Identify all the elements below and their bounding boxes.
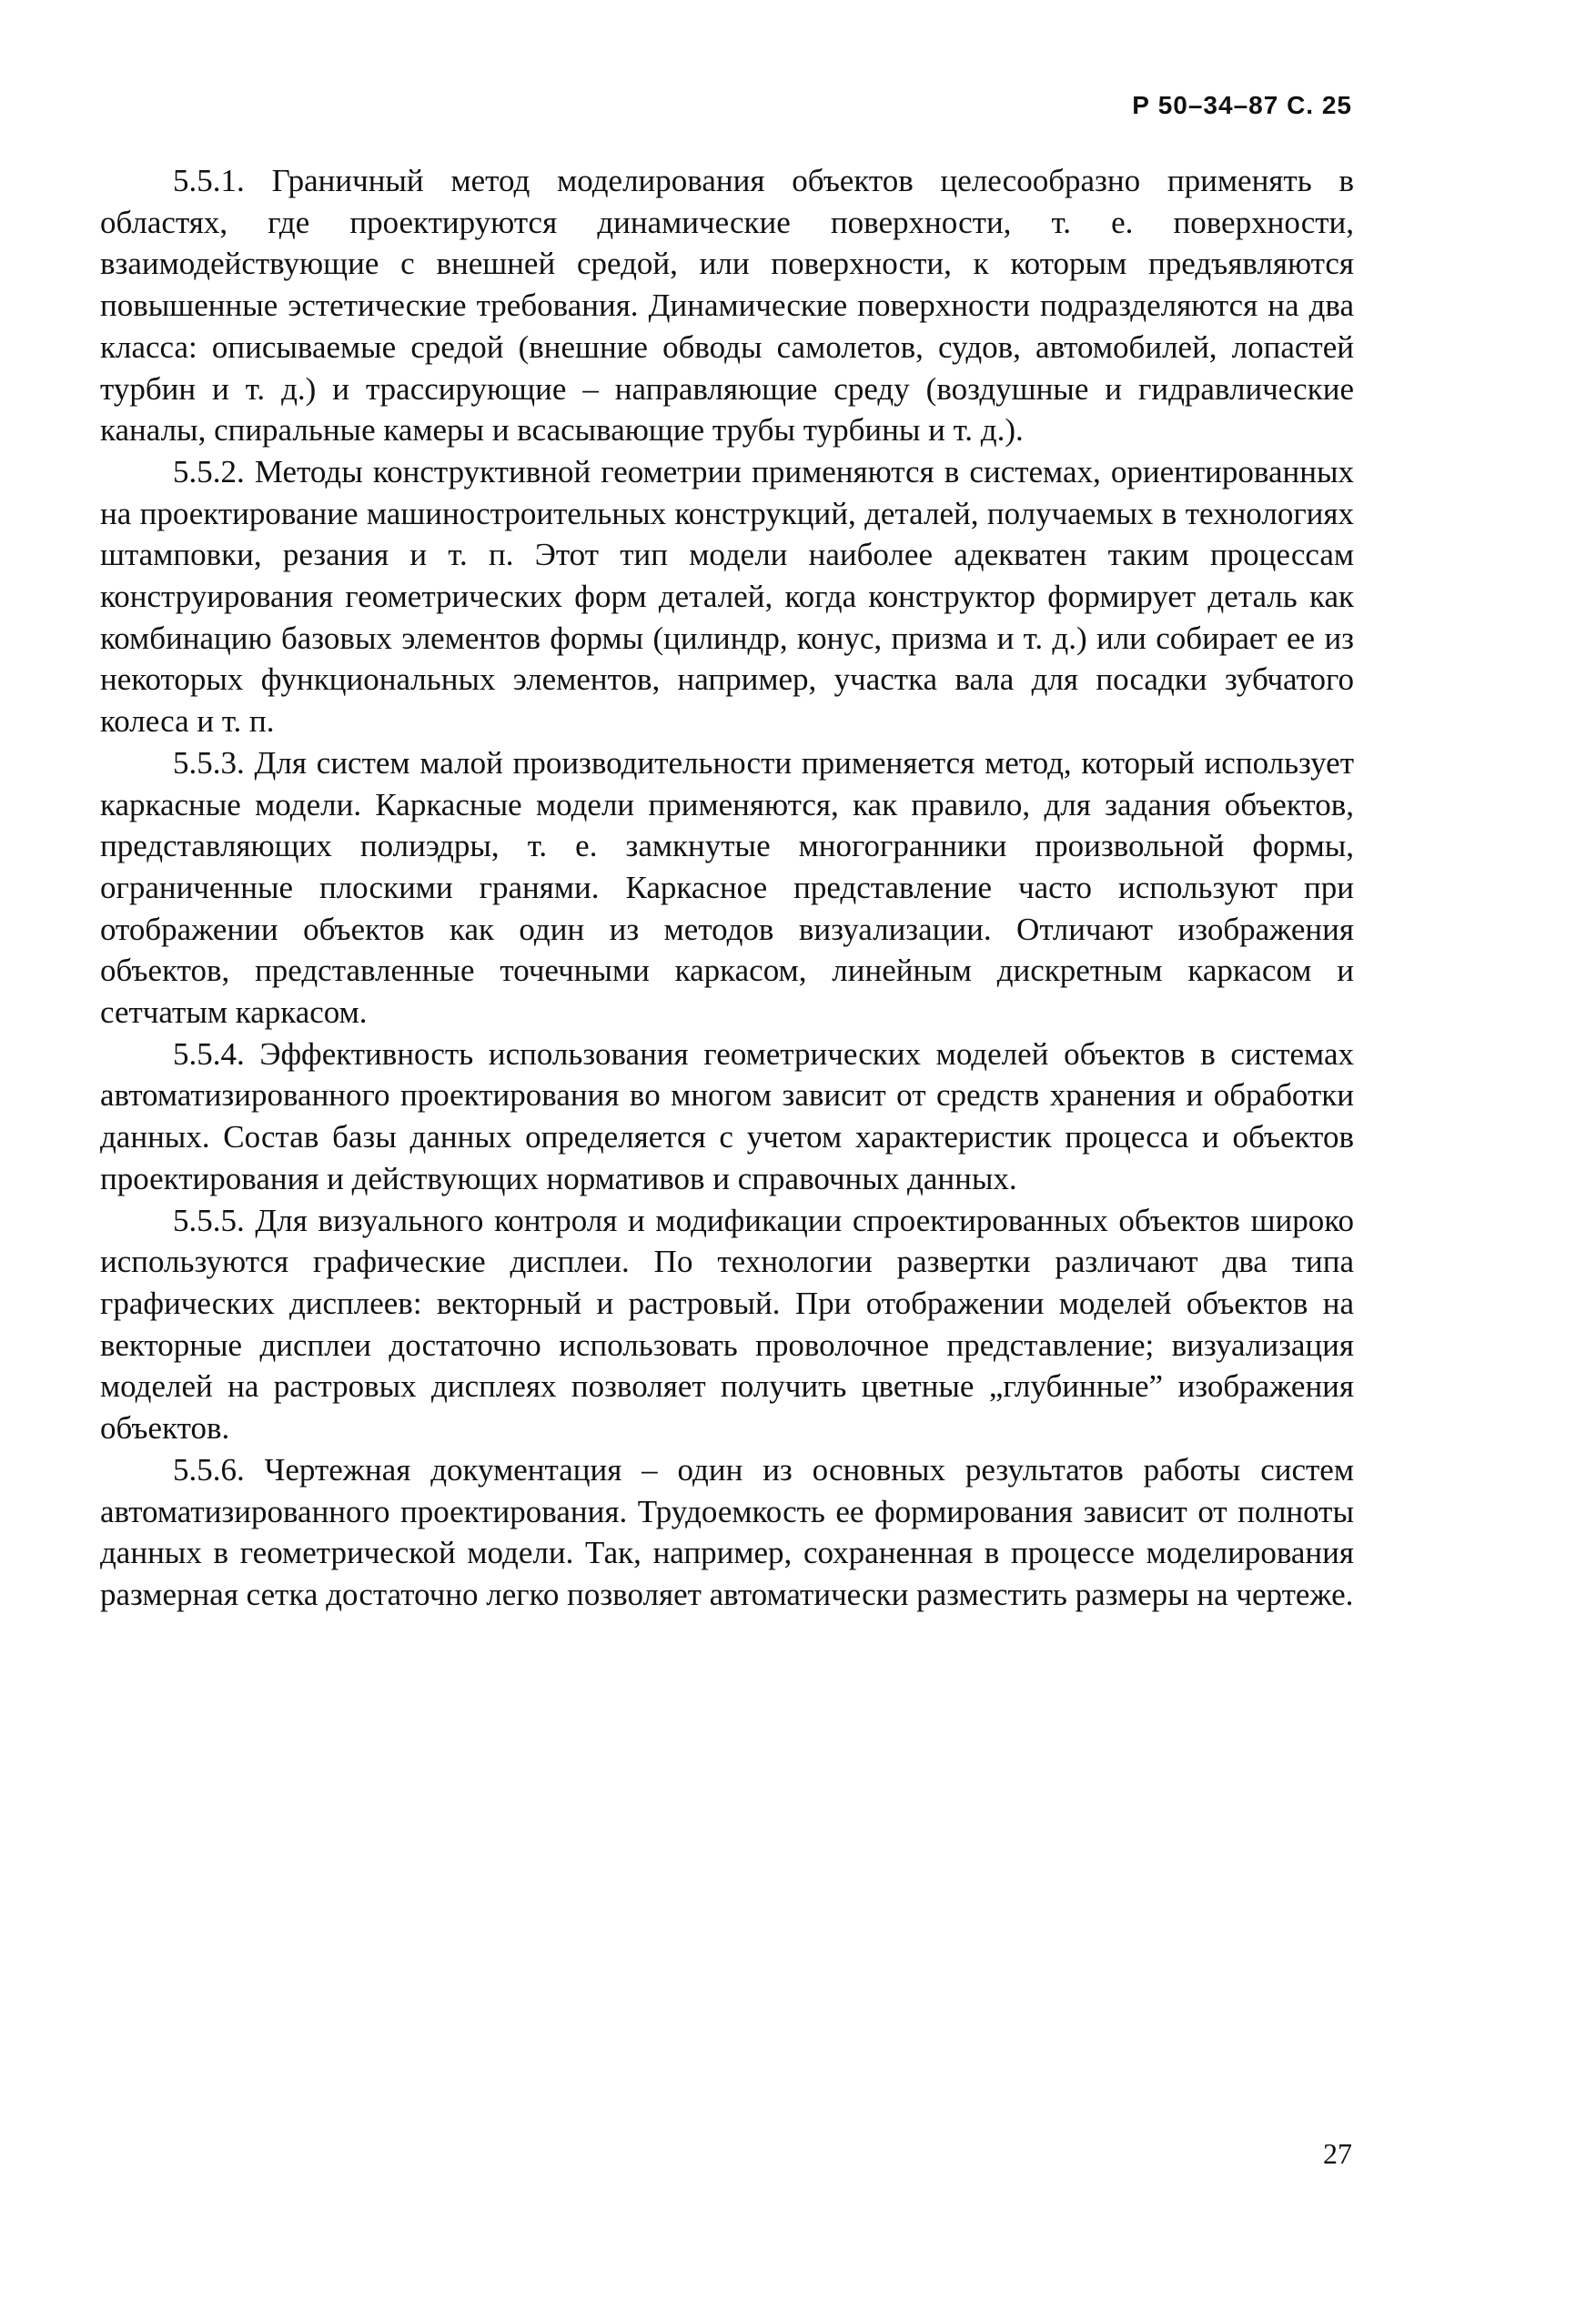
paragraph-5-5-2: 5.5.2. Методы конструктивной геометрии применяются в системах, ориентированных на проектирование машиностроительных конструкций, деталей, получаемых в технологиях штамповки, резания и т. п. Этот тип модели наиболее адекватен таким процессам конструирования геометрических форм деталей, когда конструктор формирует деталь как комбинацию базовых элементов формы (цилиндр, конус, призма и т. д.) или собирает ее из некоторых функциональных элементов, например, участка вала для посадки зубчатого колеса и т. п. [100,453,1354,740]
paragraph-5-5-6: 5.5.6. Чертежная документация – один из основных результатов работы систем автоматизированного проектирования. Трудоемкость ее формирования зависит от полноты данных в геометрической модели. Так, например, сохраненная в процессе моделирования размерная сетка достаточно легко позволяет автоматически разместить размеры на чертеже. [100,1451,1354,1612]
paragraph-5-5-4: 5.5.4. Эффективность использования геометрических моделей объектов в системах автоматизированного проектирования во многом зависит от средств хранения и обработки данных. Состав базы данных определяется с учетом характеристик процесса и объектов проектирования и действующих нормативов и справочных данных. [100,1035,1354,1196]
paragraph-5-5-1: 5.5.1. Граничный метод моделирования объектов целесообразно применять в областях, где проектируются динамические поверхности, т. е. поверхности, взаимодействующие с внешней средой, или поверхности, к которым предъявляются повышенные эстетические требования. Динамические поверхности подразделяются на два класса: описываемые средой (внешние обводы самолетов, судов, автомобилей, лопастей турбин и т. д.) и трассирующие – направляющие среду (воздушные и гидравлические каналы, спиральные камеры и всасывающие трубы турбины и т. д.). [100,163,1354,449]
body-text [100,160,1354,1616]
paragraph-5-5-3: 5.5.3. Для систем малой производительности применяется метод, который использует каркасные модели. Каркасные модели применяются, как правило, для задания объектов, представляющих полиэдры, т. е. замкнутые многогранники произвольной формы, ограниченные плоскими гранями. Каркасное представление часто используют при отображении объектов как один из методов визуализации. Отличают изображения объектов, представленные точечными каркасом, линейным дискретным каркасом и сетчатым каркасом. [100,744,1354,1031]
page-number: 27 [1323,2137,1352,2170]
running-header: Р 50–34–87 С. 25 [1132,91,1352,119]
paragraph-5-5-5: 5.5.5. Для визуального контроля и модификации спроектированных объектов широко используются графические дисплеи. По технологии развертки различают два типа графических дисплеев: векторный и растровый. При отображении моделей объектов на векторные дисплеи достаточно использовать проволочное представление; визуализация моделей на растровых дисплеях позволяет получить цветные „глубинные” изображения объектов. [100,1202,1354,1447]
